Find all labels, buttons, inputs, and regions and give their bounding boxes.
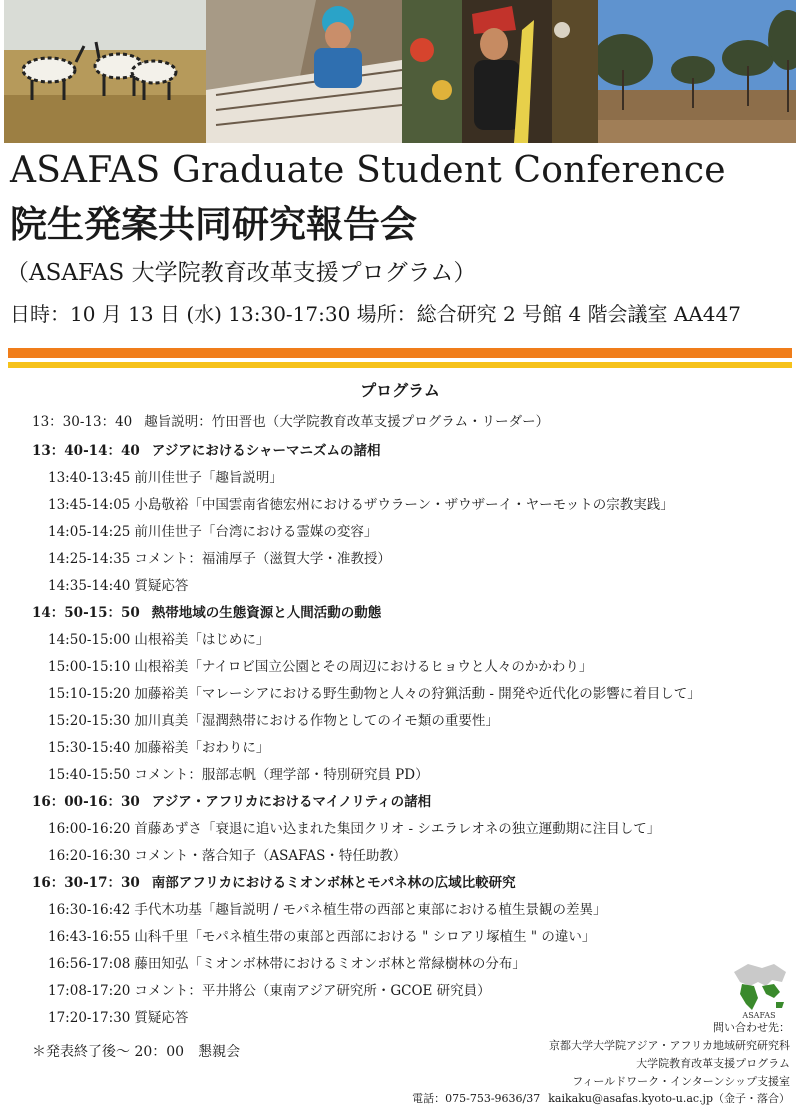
- program-item: [48, 765, 429, 785]
- item-text: 山根裕美「はじめに」: [134, 632, 270, 648]
- item-time: 14:35-14:40: [48, 578, 131, 594]
- program-item: [48, 900, 607, 920]
- session-header: [32, 873, 516, 893]
- program-item: [48, 657, 592, 677]
- program-item: [48, 846, 406, 866]
- session-time: 13：40-14：40: [32, 443, 140, 459]
- item-text: 加川真美「湿潤熱帯における作物としてのイモ類の重要性」: [134, 713, 499, 729]
- item-time: 15:40-15:50: [48, 767, 131, 783]
- item-text: 前川佳世子「趣旨説明」: [134, 470, 283, 486]
- item-text: コメント：福浦厚子（滋賀大学・准教授）: [134, 551, 391, 567]
- item-text: 山科千里「モパネ植生帯の東部と西部における " シロアリ塚植生 " の違い」: [134, 929, 596, 945]
- program-item: [48, 549, 391, 569]
- photo-shaman: [402, 0, 598, 143]
- item-text: コメント：服部志帆（理学部・特別研究員 PD）: [134, 767, 429, 783]
- title-japanese: 院生発案共同研究報告会: [10, 202, 417, 246]
- item-text: 加藤裕美「マレーシアにおける野生動物と人々の狩猟活動 - 開発や近代化の影響に着目して」: [134, 686, 701, 702]
- program-item: [48, 711, 499, 731]
- item-time: 15:00-15:10: [48, 659, 131, 675]
- contact-phone-email: [412, 1090, 790, 1108]
- item-text: 小島敬裕「中国雲南省徳宏州におけるザウラーン・ザウザーイ・ヤーモットの宗教実践」: [134, 497, 674, 513]
- item-time: 13:45-14:05: [48, 497, 131, 513]
- logo-label: ASAFAS: [742, 1011, 776, 1020]
- session-title: アジア・アフリカにおけるマイノリティの諸相: [151, 794, 432, 810]
- opening-time: 13：30-13：40: [32, 414, 133, 430]
- program-item: [48, 927, 595, 947]
- item-time: 15:20-15:30: [48, 713, 131, 729]
- program-item: [48, 495, 674, 515]
- item-text: コメント：平井將公（東南アジア研究所・GCOE 研究員）: [134, 983, 491, 999]
- item-time: 16:30-16:42: [48, 902, 131, 918]
- item-text: コメント・落合知子（ASAFAS・特任助教）: [134, 848, 407, 864]
- program-item: [48, 981, 491, 1001]
- session-title: 南部アフリカにおけるミオンボ林とモパネ林の広域比較研究: [151, 875, 516, 891]
- photo-banner: [4, 0, 796, 143]
- program-item: [48, 684, 701, 704]
- item-text: 加藤裕美「おわりに」: [134, 740, 270, 756]
- photo-woodland: [598, 0, 796, 143]
- contact-department: 京都大学大学院アジア・アフリカ地域研究研究科: [548, 1039, 790, 1052]
- item-time: 16:00-16:20: [48, 821, 131, 837]
- session-header: [32, 441, 380, 461]
- item-text: 質疑応答: [134, 578, 189, 594]
- item-text: 手代木功基「趣旨説明 / モパネ植生帯の西部と東部における植生景観の差異」: [134, 902, 607, 918]
- opening-text: 趣旨説明：竹田晋也（大学院教育改革支援プログラム・リーダー）: [144, 414, 550, 430]
- contact-program: 大学院教育改革支援プログラム: [636, 1057, 790, 1070]
- subtitle: （ASAFAS 大学院教育改革支援プログラム）: [6, 260, 477, 286]
- program-heading: プログラム: [360, 381, 440, 400]
- session-header: [32, 603, 381, 623]
- contact-email: kaikaku@asafas.kyoto-u.ac.jp（金子・落合）: [548, 1092, 790, 1105]
- title-english: ASAFAS Graduate Student Conference: [10, 150, 726, 191]
- item-text: 質疑応答: [134, 1010, 189, 1026]
- session-time: 16：30-17：30: [32, 875, 140, 891]
- photo-zebras: [4, 0, 206, 143]
- opening-row: [32, 412, 549, 432]
- program-item: [48, 819, 660, 839]
- contact-heading: 問い合わせ先：: [713, 1021, 790, 1034]
- item-time: 17:20-17:30: [48, 1010, 131, 1026]
- session-time: 16：00-16：30: [32, 794, 140, 810]
- item-text: 藤田知弘「ミオンボ林帯におけるミオンボ林と常緑樹林の分布」: [134, 956, 526, 972]
- divider-yellow: [8, 362, 792, 368]
- item-time: 17:08-17:20: [48, 983, 131, 999]
- item-text: 前川佳世子「台湾における霊媒の変容」: [134, 524, 378, 540]
- item-time: 15:10-15:20: [48, 686, 131, 702]
- item-time: 15:30-15:40: [48, 740, 131, 756]
- item-time: 13:40-13:45: [48, 470, 131, 486]
- photo-weaver: [206, 0, 402, 143]
- session-time: 14：50-15：50: [32, 605, 140, 621]
- item-time: 14:05-14:25: [48, 524, 131, 540]
- program-item: [48, 1008, 188, 1028]
- asafas-logo: [728, 958, 790, 1020]
- contact-office: フィールドワーク・インターンシップ支援室: [572, 1075, 790, 1088]
- item-text: 山根裕美「ナイロビ国立公園とその周辺におけるヒョウと人々のかかわり」: [134, 659, 593, 675]
- program-item: [48, 522, 377, 542]
- item-time: 16:43-16:55: [48, 929, 131, 945]
- item-time: 14:50-15:00: [48, 632, 131, 648]
- program-item: [48, 738, 269, 758]
- session-title: 熱帯地域の生態資源と人間活動の動態: [151, 605, 382, 621]
- date-venue: 日時：10 月 13 日 (水) 13:30-17:30 場所：総合研究 2 号館 4 階会議室 AA447: [10, 302, 741, 326]
- item-time: 16:20-16:30: [48, 848, 131, 864]
- after-party-note: ＊発表終了後～ 20：00 懇親会: [32, 1044, 241, 1060]
- program-item: [48, 576, 188, 596]
- contact-block: [549, 1019, 790, 1091]
- contact-phone: 電話：075-753-9636/37: [412, 1092, 541, 1105]
- session-title: アジアにおけるシャーマニズムの諸相: [151, 443, 381, 459]
- program-item: [48, 954, 526, 974]
- session-header: [32, 792, 431, 812]
- item-time: 16:56-17:08: [48, 956, 131, 972]
- item-text: 首藤あずさ「衰退に追い込まれた集団クリオ - シエラレオネの独立運動期に注目して」: [134, 821, 661, 837]
- divider-orange: [8, 348, 792, 358]
- program-item: [48, 630, 269, 650]
- program-item: [48, 468, 283, 488]
- item-time: 14:25-14:35: [48, 551, 131, 567]
